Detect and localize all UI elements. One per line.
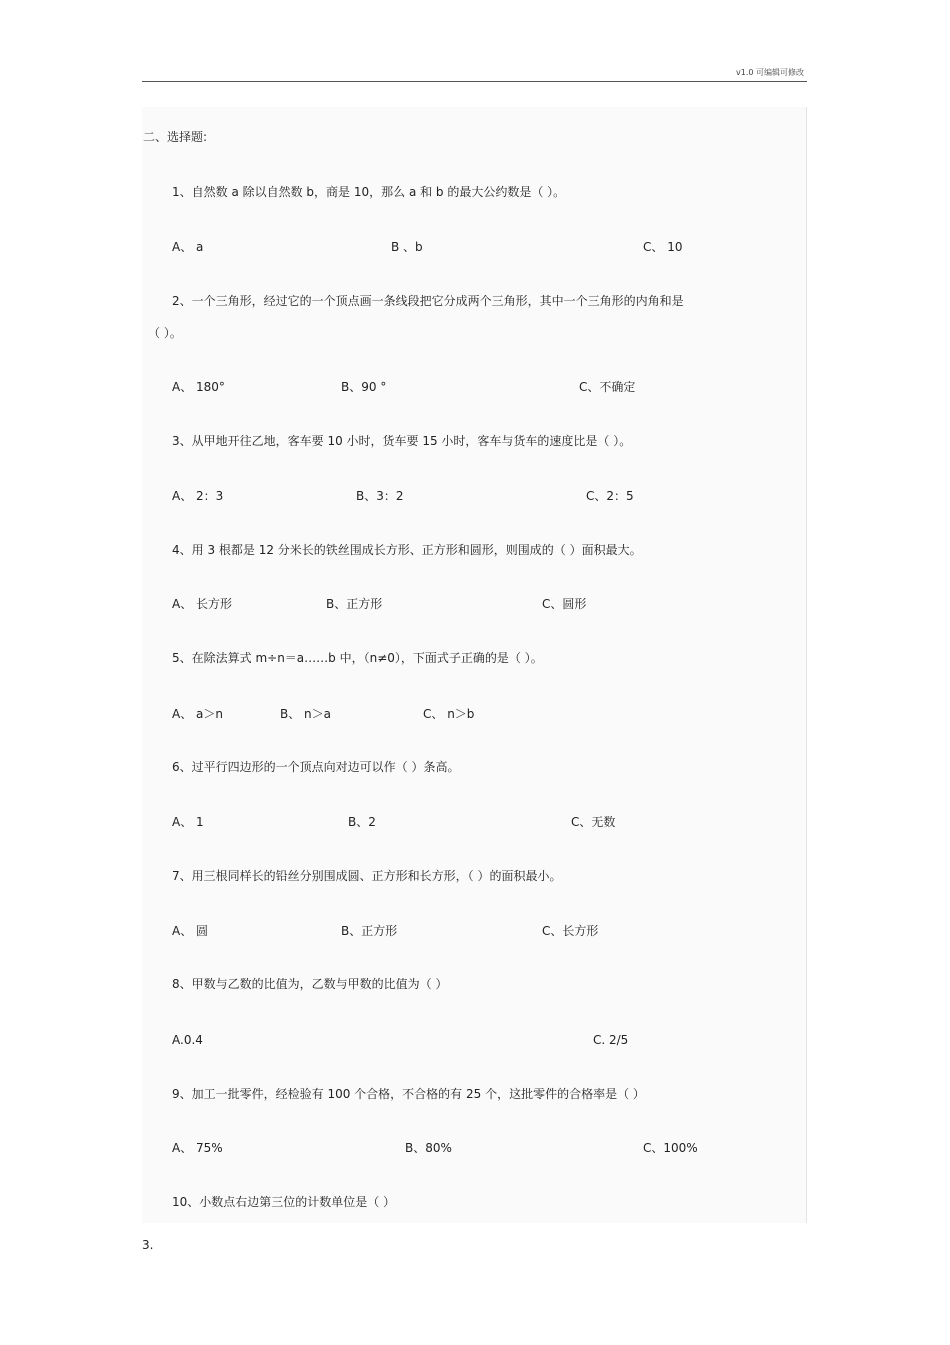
q6-option-b: B、2 <box>348 815 376 829</box>
question-2-cont: （ ）。 <box>148 326 182 340</box>
section-title: 二、选择题: <box>143 130 208 144</box>
page-footnote: 3. <box>142 1238 154 1252</box>
question-3: 3、从甲地开往乙地，客车要 10 小时，货车要 15 小时，客车与货车的速度比是（ ）。 <box>172 434 632 448</box>
q3-option-c: C、2：5 <box>586 489 634 503</box>
q9-option-b: B、80% <box>405 1141 452 1155</box>
q1-option-a: A、 a <box>172 240 204 254</box>
version-note: v1.0 可编辑可修改 <box>736 68 804 77</box>
q1-option-b: B 、b <box>391 240 423 254</box>
q8-option-c: C. 2/5 <box>593 1033 629 1047</box>
q3-option-a: A、 2：3 <box>172 489 224 503</box>
q4-option-a: A、 长方形 <box>172 597 233 611</box>
q6-option-c: C、无数 <box>571 815 616 829</box>
question-7: 7、用三根同样长的铅丝分别围成圆、正方形和长方形，（ ）的面积最小。 <box>172 869 562 883</box>
question-5: 5、在除法算式 m÷n＝a……b 中，（n≠0），下面式子正确的是（ ）。 <box>172 651 543 665</box>
q4-option-c: C、圆形 <box>542 597 587 611</box>
question-10: 10、小数点右边第三位的计数单位是（ ） <box>172 1195 396 1209</box>
q2-option-a: A、 180° <box>172 380 225 394</box>
q3-option-b: B、3：2 <box>356 489 404 503</box>
q6-option-a: A、 1 <box>172 815 204 829</box>
q5-option-b: B、 n＞a <box>280 707 332 721</box>
q7-option-b: B、正方形 <box>341 924 398 938</box>
question-8: 8、甲数与乙数的比值为，乙数与甲数的比值为（ ） <box>172 977 448 991</box>
header-rule <box>142 81 807 82</box>
q9-option-a: A、 75% <box>172 1141 223 1155</box>
question-9: 9、加工一批零件，经检验有 100 个合格，不合格的有 25 个，这批零件的合格率是（ ） <box>172 1087 645 1101</box>
q7-option-c: C、长方形 <box>542 924 599 938</box>
question-4: 4、用 3 根都是 12 分米长的铁丝围成长方形、正方形和圆形，则围成的（ ）面积最大。 <box>172 543 642 557</box>
q2-option-b: B、90 ° <box>341 380 387 394</box>
q4-option-b: B、正方形 <box>326 597 383 611</box>
q5-option-c: C、 n＞b <box>423 707 475 721</box>
q8-option-a: A.0.4 <box>172 1033 203 1047</box>
question-2: 2、一个三角形，经过它的一个顶点画一条线段把它分成两个三角形，其中一个三角形的内角和是 <box>172 294 684 308</box>
question-1: 1、自然数 a 除以自然数 b，商是 10，那么 a 和 b 的最大公约数是（ ）。 <box>172 185 566 199</box>
q2-option-c: C、不确定 <box>579 380 636 394</box>
q9-option-c: C、100% <box>643 1141 698 1155</box>
document-panel <box>142 107 807 1223</box>
q5-option-a: A、 a＞n <box>172 707 223 721</box>
question-6: 6、过平行四边形的一个顶点向对边可以作（ ）条高。 <box>172 760 460 774</box>
q7-option-a: A、 圆 <box>172 924 209 938</box>
q1-option-c: C、 10 <box>643 240 683 254</box>
